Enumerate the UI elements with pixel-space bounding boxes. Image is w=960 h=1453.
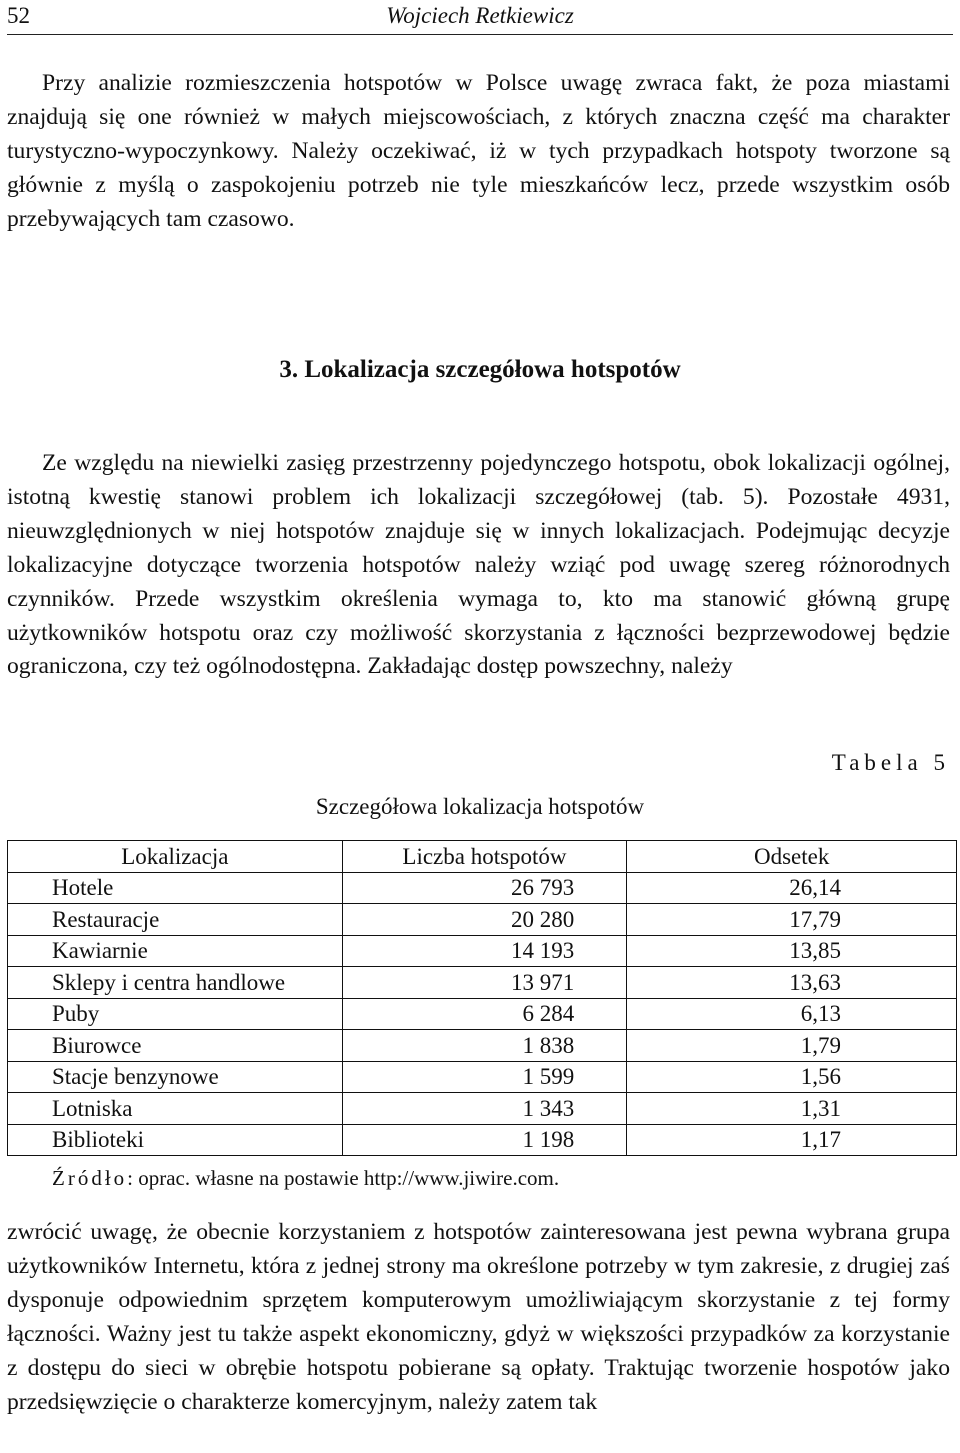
table-row <box>8 872 957 904</box>
cell-count: 1 343 <box>342 1093 627 1125</box>
cell-location: Kawiarnie <box>8 935 343 967</box>
cell-location: Stacje benzynowe <box>8 1061 343 1093</box>
page-header <box>7 0 953 35</box>
cell-location: Biblioteki <box>8 1124 343 1156</box>
cell-location: Restauracje <box>8 904 343 936</box>
cell-location: Puby <box>8 998 343 1030</box>
cell-percent: 6,13 <box>627 998 957 1030</box>
source-text: : oprac. własne na postawie http://www.jiwire.com. <box>127 1166 560 1190</box>
section-heading: 3. Lokalizacja szczegółowa hotspotów <box>279 356 681 383</box>
cell-count: 13 971 <box>342 967 627 999</box>
cell-count: 14 193 <box>342 935 627 967</box>
table-header-row <box>8 841 957 873</box>
cell-location: Sklepy i centra handlowe <box>8 967 343 999</box>
cell-percent: 17,79 <box>627 904 957 936</box>
cell-percent: 1,56 <box>627 1061 957 1093</box>
cell-percent: 1,17 <box>627 1124 957 1156</box>
column-header-location: Lokalizacja <box>8 841 343 873</box>
table-row <box>8 1061 957 1093</box>
table-caption: Tabela 5 <box>831 750 950 775</box>
page-number: 52 <box>7 3 30 28</box>
cell-count: 1 838 <box>342 1030 627 1062</box>
table-row <box>8 1124 957 1156</box>
table-row <box>8 998 957 1030</box>
cell-count: 1 198 <box>342 1124 627 1156</box>
running-head-author: Wojciech Retkiewicz <box>386 3 574 28</box>
cell-percent: 1,31 <box>627 1093 957 1125</box>
cell-count: 20 280 <box>342 904 627 936</box>
cell-count: 1 599 <box>342 1061 627 1093</box>
hotspot-location-table <box>7 840 957 1156</box>
column-header-count: Liczba hotspotów <box>342 841 627 873</box>
table-row <box>8 935 957 967</box>
cell-percent: 13,85 <box>627 935 957 967</box>
cell-percent: 26,14 <box>627 872 957 904</box>
cell-percent: 1,79 <box>627 1030 957 1062</box>
column-header-percent: Odsetek <box>627 841 957 873</box>
table-source-note <box>52 1166 559 1191</box>
cell-location: Lotniska <box>8 1093 343 1125</box>
source-label: Źródło <box>52 1166 128 1190</box>
table-row <box>8 967 957 999</box>
paragraph-continuation: zwrócić uwagę, że obecnie korzystaniem z hotspotów zainteresowana jest pewna wybrana grupa użytkowników Internetu, która z jednej strony ma określone potrzeby w tym zakresie, z drugiej zaś dysponuje odpowiednim sprzętem komputerowym umożliwiającym skorzystanie z tej formy łączności. Ważny jest tu także aspekt ekonomiczny, gdyż w większości przypadków za korzystanie z dostępu do sieci w obrębie hotspotu pobierane są opłaty. Traktując tworzenie hospotów jako przedsięwzięcie o charakterze komercyjnym, należy zatem tak <box>7 1219 950 1415</box>
cell-count: 6 284 <box>342 998 627 1030</box>
table-row <box>8 904 957 936</box>
cell-location: Hotele <box>8 872 343 904</box>
table-title: Szczegółowa lokalizacja hotspotów <box>315 794 645 819</box>
table-row <box>8 1030 957 1062</box>
cell-count: 26 793 <box>342 872 627 904</box>
cell-location: Biurowce <box>8 1030 343 1062</box>
paragraph-intro: Przy analizie rozmieszczenia hotspotów w Polsce uwagę zwraca fakt, że poza miastami znajdują się one również w małych miejscowościach, z których znaczna część ma charakter turystyczno-wypoczynkowy. Należy oczekiwać, iż w tych przypadkach hotspoty tworzone są głównie z myślą o zaspokojeniu potrzeb nie tyle mieszkańców lecz, przede wszystkim osób przebywających tam czasowo. <box>7 70 950 232</box>
paragraph-detail-location: Ze względu na niewielki zasięg przestrzenny pojedynczego hotspotu, obok lokalizacji ogólnej, istotną kwestię stanowi problem ich lokalizacji szczegółowej (tab. 5). Pozostałe 4931, nieuwzględnionych w niej hotspotów znajduje się w innych lokalizacjach. Podejmując decyzje lokalizacyjne dotyczące tworzenia hotspotów należy wziąć pod uwagę szereg różnorodnych czynników. Przede wszystkim określenia wymaga to, kto ma stanowić główną grupę użytkowników hotspotu oraz czy możliwość skorzystania z łączności bezprzewodowej będzie ograniczona, czy też ogólnodostępna. Zakładając dostęp powszechny, należy <box>7 450 950 680</box>
table-row <box>8 1093 957 1125</box>
cell-percent: 13,63 <box>627 967 957 999</box>
